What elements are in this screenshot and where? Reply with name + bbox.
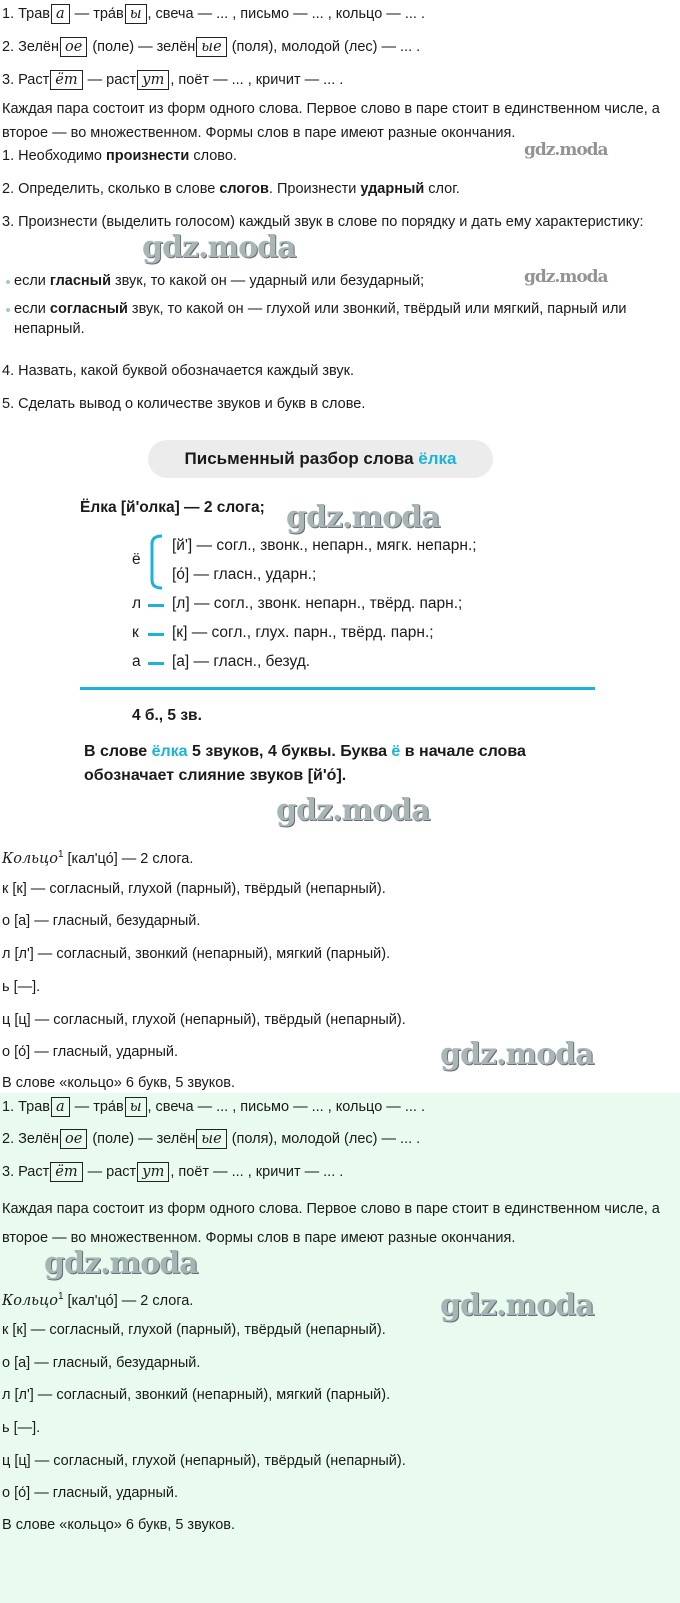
letter-l: л xyxy=(132,595,142,612)
koltso-row: о [о́] — гласный, ударный. xyxy=(2,1485,179,1501)
koltso-row: к [к] — согласный, глухой (парный), твёрдый (непарный). xyxy=(2,1322,386,1338)
koltso-conclusion: В слове «кольцо» 6 букв, 5 звуков. xyxy=(2,1075,236,1091)
explanation-paragraph: Каждая пара состоит из форм одного слова. Первое слово в паре стоит в единственном числе, а второе — во множественном. Формы слов в паре имеют разные окончания. xyxy=(2,101,660,141)
watermark: gdz.moda xyxy=(524,267,608,287)
watermark: gdz.moda xyxy=(276,793,430,828)
letter-k: к xyxy=(132,624,139,641)
koltso-row: о [а] — гласный, безударный. xyxy=(2,913,201,929)
exercise-line-2: 2. Зелён ое (поле) — зелён ые (поля), молодой (лес) — ... . xyxy=(2,39,421,56)
bullet-consonant: если согласный звук, то какой он — глухой или звонкий, твёрдый или мягкий, парный или непарный. xyxy=(14,299,654,339)
watermark: gdz.moda xyxy=(44,1246,198,1281)
dash-icon xyxy=(148,662,164,665)
koltso-row: ь [—]. xyxy=(2,979,41,995)
explanation-paragraph: Каждая пара состоит из форм одного слова. Первое слово в паре стоит в единственном числе, а второе — во множественном. Формы слов в паре имеют разные окончания. xyxy=(2,1201,660,1246)
ending-box: ы xyxy=(125,1097,147,1117)
card-conclusion-2: обозначает слияние звуков [й'о́]. xyxy=(84,767,347,784)
watermark: gdz.moda xyxy=(142,230,296,265)
bullet-vowel: если гласный звук, то какой он — ударный или безударный; xyxy=(14,271,654,291)
koltso-row: к [к] — согласный, глухой (парный), твёрдый (непарный). xyxy=(2,881,386,897)
exercise-line-2: 2. Зелён ое (поле) — зелён ые (поля), молодой (лес) — ... . xyxy=(2,1131,421,1148)
sound-row-2: [о́] — гласн., ударн.; xyxy=(172,566,317,583)
koltso-head: Кольцо$^1$ [кал'цо́] — 2 слога. xyxy=(2,1291,194,1309)
koltso-row: о [а] — гласный, безударный. xyxy=(2,1355,201,1371)
step-3: 3. Произнести (выделить голосом) каждый звук в слове по порядку и дать ему характеристику: xyxy=(2,214,644,230)
card-head: Ёлка [й'олка] — 2 слога; xyxy=(80,499,265,516)
letter-yo: ё xyxy=(132,551,141,568)
koltso-row: л [л'] — согласный, звонкий (непарный), мягкий (парный). xyxy=(2,1387,391,1403)
exercise-line-3: 3. Раст ёт — раст ут , поёт — ... , кричит — ... . xyxy=(2,72,344,89)
exercise-line-3: 3. Раст ёт — раст ут , поёт — ... , кричит — ... . xyxy=(2,1164,344,1181)
ending-box: ое xyxy=(60,1129,87,1149)
step-1: 1. Необходимо произнести слово. xyxy=(2,148,237,164)
koltso-row: о [о́] — гласный, ударный. xyxy=(2,1044,179,1060)
sound-row-1: [й'] — согл., звонк., непарн., мягк. непарн.; xyxy=(172,537,477,554)
divider xyxy=(80,687,595,690)
card-total: 4 б., 5 зв. xyxy=(132,707,202,724)
step-4: 4. Назвать, какой буквой обозначается каждый звук. xyxy=(2,363,354,379)
watermark: gdz.moda xyxy=(440,1037,594,1072)
sound-row-5: [а] — гласн., безуд. xyxy=(172,653,311,670)
ending-box: ое xyxy=(60,37,87,57)
sound-row-3: [л] — согл., звонк. непарн., твёрд. парн.; xyxy=(172,595,463,612)
koltso-row: ь [—]. xyxy=(2,1420,41,1436)
bracket-icon xyxy=(146,534,166,590)
koltso-conclusion: В слове «кольцо» 6 букв, 5 звуков. xyxy=(2,1517,236,1533)
ending-box: ёт xyxy=(50,70,82,90)
ending-box: а xyxy=(51,4,70,24)
step-5: 5. Сделать вывод о количестве звуков и букв в слове. xyxy=(2,396,366,412)
card-conclusion-1: В слове ёлка 5 звуков, 4 буквы. Буква ё в начале слова xyxy=(84,743,526,760)
koltso-head: Кольцо$^1$ [кал'цо́] — 2 слога. xyxy=(2,849,194,867)
watermark: gdz.moda xyxy=(440,1288,594,1323)
parsing-card xyxy=(0,440,680,825)
ending-box: а xyxy=(51,1097,70,1117)
ending-box: ёт xyxy=(50,1162,82,1182)
ending-box: ут xyxy=(137,1162,169,1182)
dash-icon xyxy=(148,604,164,607)
exercise-line-1: 1. Трав а — тра́в ы , свеча — ... , письмо — ... , кольцо — ... . xyxy=(2,1099,425,1116)
watermark: gdz.moda xyxy=(524,140,608,160)
exercise-line-1: 1. Трав а — тра́в ы , свеча — ... , письмо — ... , кольцо — ... . xyxy=(2,6,425,23)
card-title: Письменный разбор слова ёлка xyxy=(148,440,493,478)
koltso-row: ц [ц] — согласный, глухой (непарный), твёрдый (непарный). xyxy=(2,1453,406,1469)
watermark: gdz.moda xyxy=(286,500,440,535)
koltso-row: ц [ц] — согласный, глухой (непарный), твёрдый (непарный). xyxy=(2,1012,406,1028)
sound-row-4: [к] — согл., глух. парн., твёрд. парн.; xyxy=(172,624,434,641)
ending-box: ые xyxy=(196,1129,226,1149)
ending-box: ые xyxy=(196,37,226,57)
step-2: 2. Определить, сколько в слове слогов. Произнести ударный слог. xyxy=(2,181,460,197)
dash-icon xyxy=(148,633,164,636)
ending-box: ут xyxy=(137,70,169,90)
koltso-row: л [л'] — согласный, звонкий (непарный), мягкий (парный). xyxy=(2,946,391,962)
ending-box: ы xyxy=(125,4,147,24)
letter-a: а xyxy=(132,653,141,670)
